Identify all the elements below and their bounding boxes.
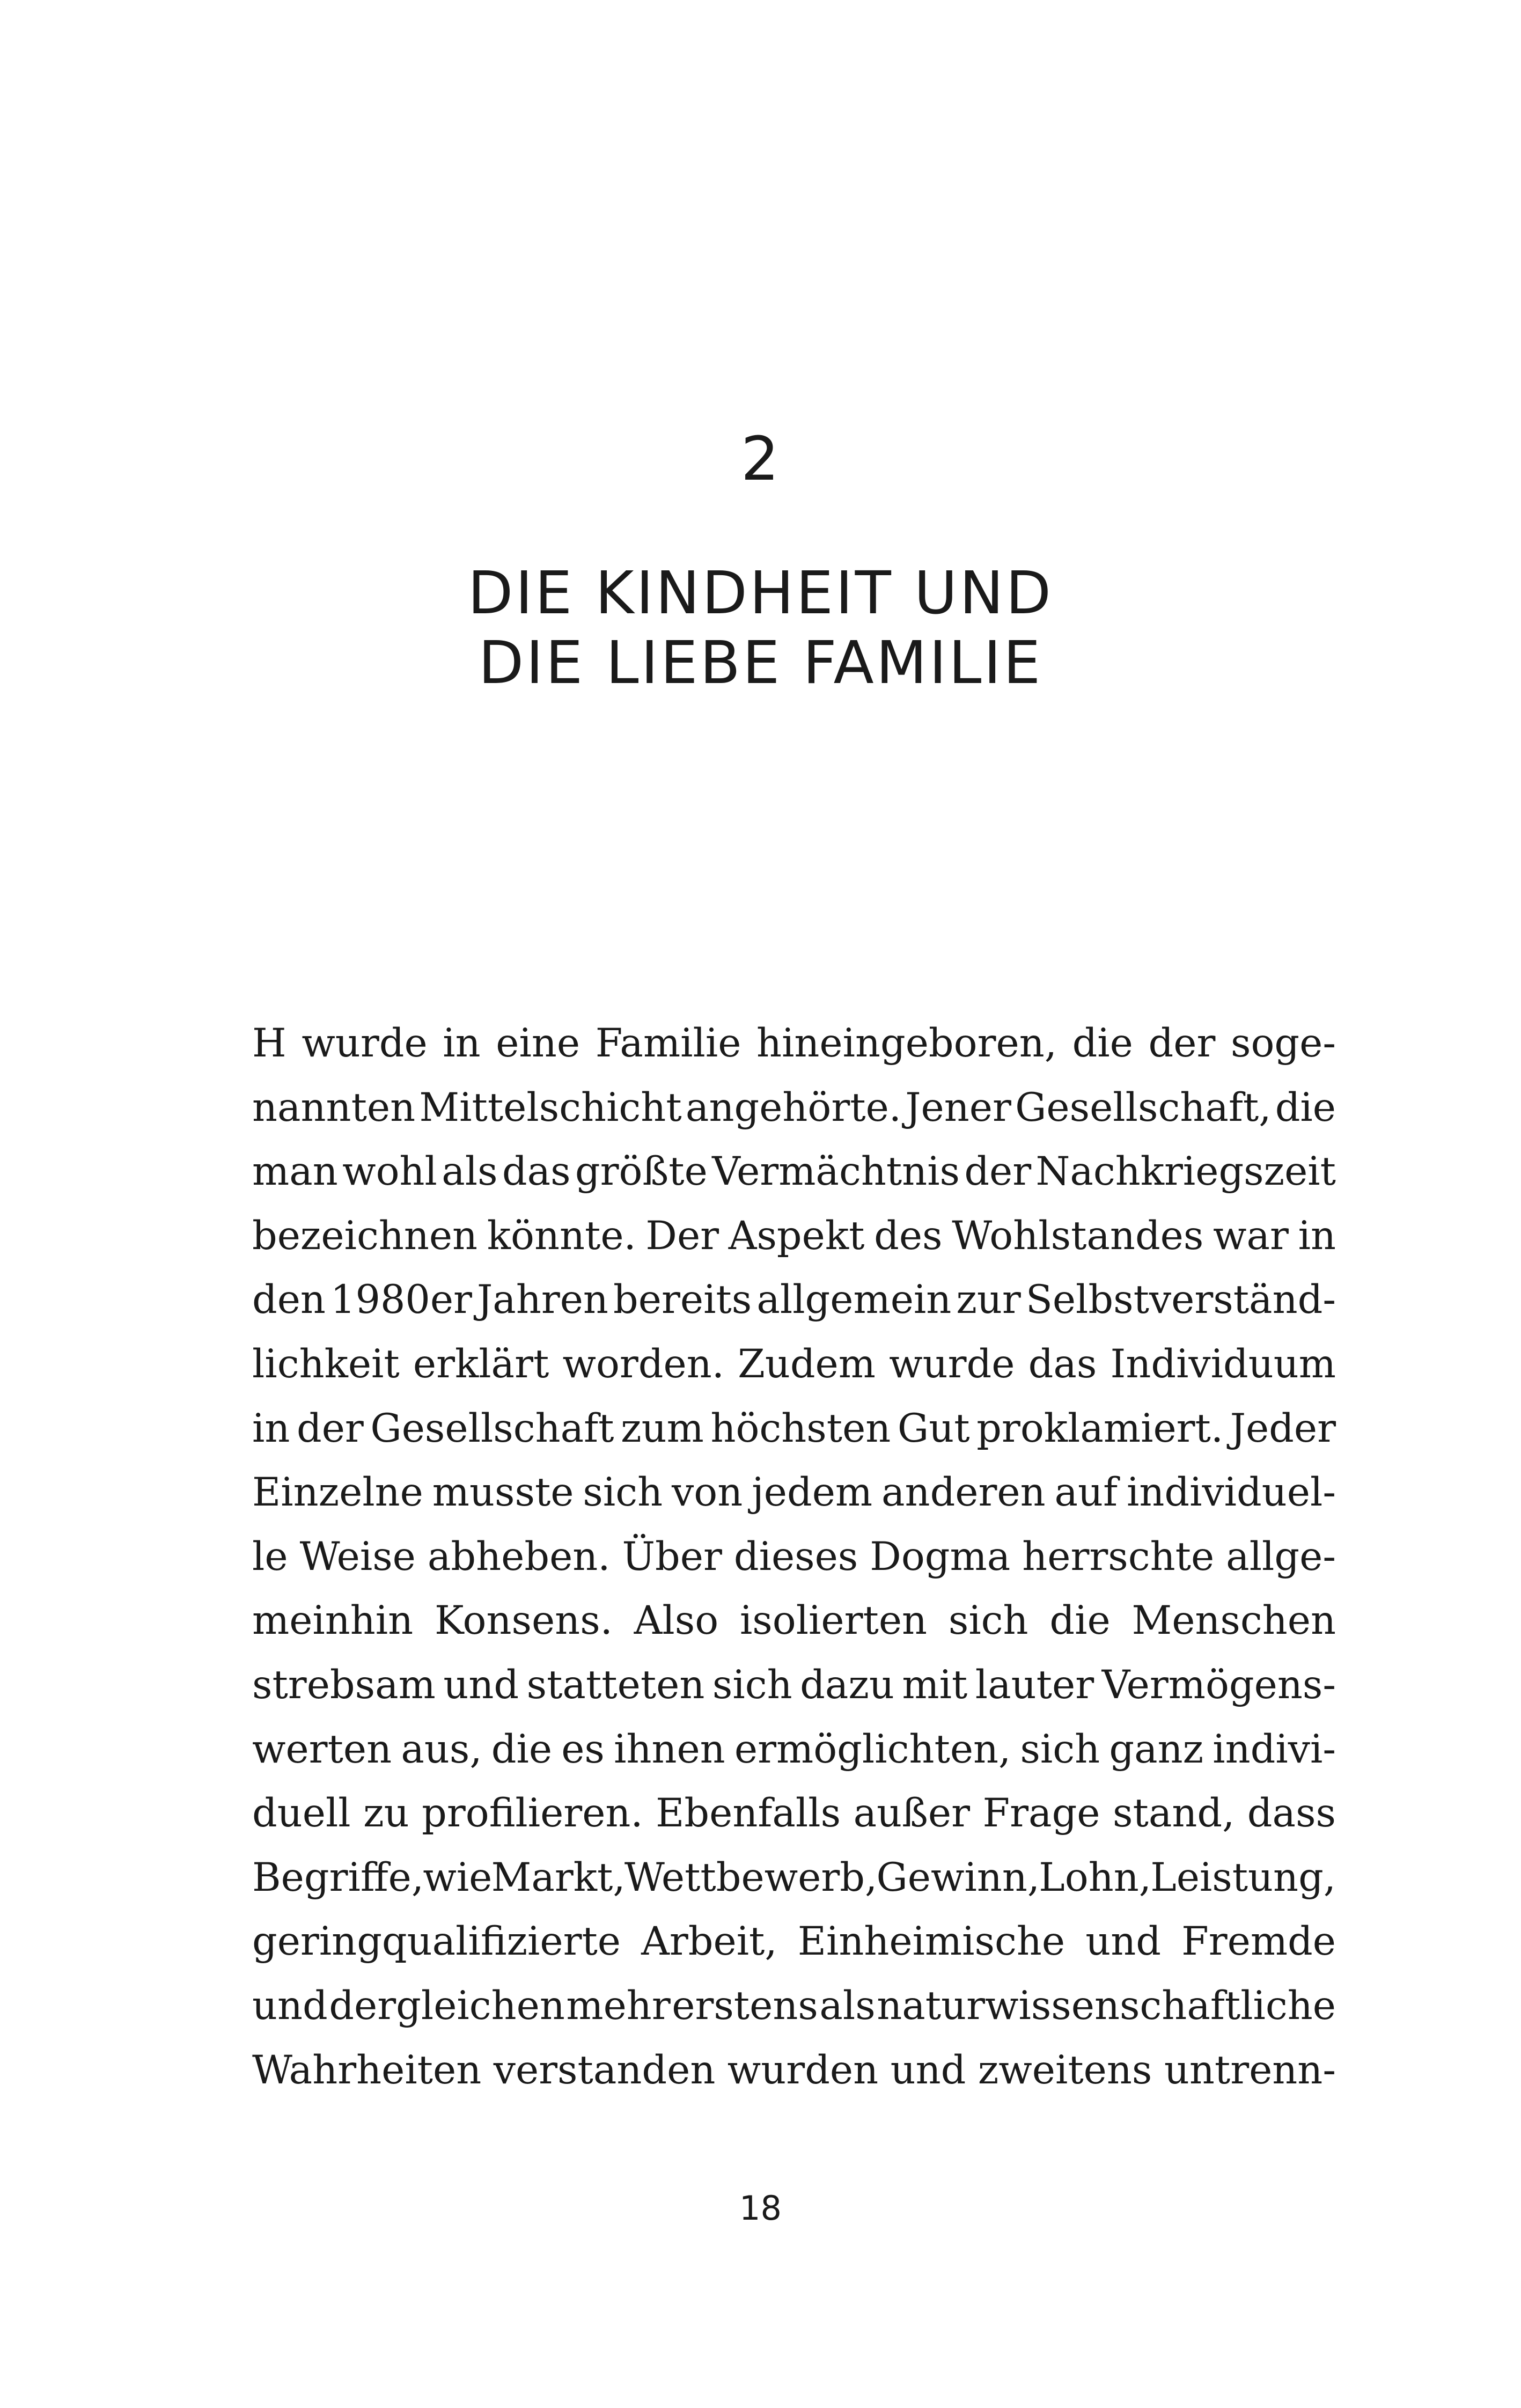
text-line: le Weise abheben. Über dieses Dogma herrschte allge-: [252, 1533, 1336, 1580]
text-line: geringqualifizierte Arbeit, Einheimische und Fremde: [252, 1919, 1336, 1965]
text-line: strebsam und statteten sich dazu mit lauter Vermögens-: [252, 1662, 1336, 1708]
text-line: Einzelne musste sich von jedem anderen auf individuel-: [252, 1470, 1336, 1516]
text-line: in der Gesellschaft zum höchsten Gut proklamiert. Jeder: [252, 1405, 1336, 1451]
chapter-title: [0, 558, 1521, 698]
text-line: werten aus, die es ihnen ermöglichten, sich ganz indivi-: [252, 1726, 1336, 1772]
page-number: 18: [739, 2189, 782, 2228]
chapter-title-line-2: DIE LIEBE FAMILIE: [478, 628, 1043, 697]
chapter-title-line-1: DIE KINDHEIT UND: [467, 559, 1054, 627]
text-line: meinhin Konsens. Also isolierten sich die Menschen: [252, 1598, 1336, 1644]
text-line: nannten Mittelschicht angehörte. Jener Gesellschaft, die: [252, 1084, 1336, 1130]
chapter-number: 2: [740, 424, 781, 494]
text-line: den 1980er Jahren bereits allgemein zur Selbstverständ-: [252, 1277, 1336, 1323]
text-line: Begriffe, wie Markt, Wettbewerb, Gewinn, Lohn, Leistung,: [252, 1854, 1336, 1900]
text-line: Wahrheiten verstanden wurden und zweitens untrenn-: [252, 2047, 1336, 2093]
body-paragraph: [252, 1011, 1336, 2102]
text-line: duell zu profilieren. Ebenfalls außer Frage stand, dass: [252, 1790, 1336, 1837]
text-line: bezeichnen könnte. Der Aspekt des Wohlstandes war in: [252, 1213, 1336, 1259]
text-line: und dergleichen mehr erstens als naturwissenschaftliche: [252, 1983, 1336, 2029]
text-line: lichkeit erklärt worden. Zudem wurde das Individuum: [252, 1341, 1336, 1387]
text-line: H wurde in eine Familie hineingeboren, die der soge-: [252, 1021, 1336, 1066]
text-line: man wohl als das größte Vermächtnis der Nachkriegszeit: [252, 1149, 1336, 1195]
